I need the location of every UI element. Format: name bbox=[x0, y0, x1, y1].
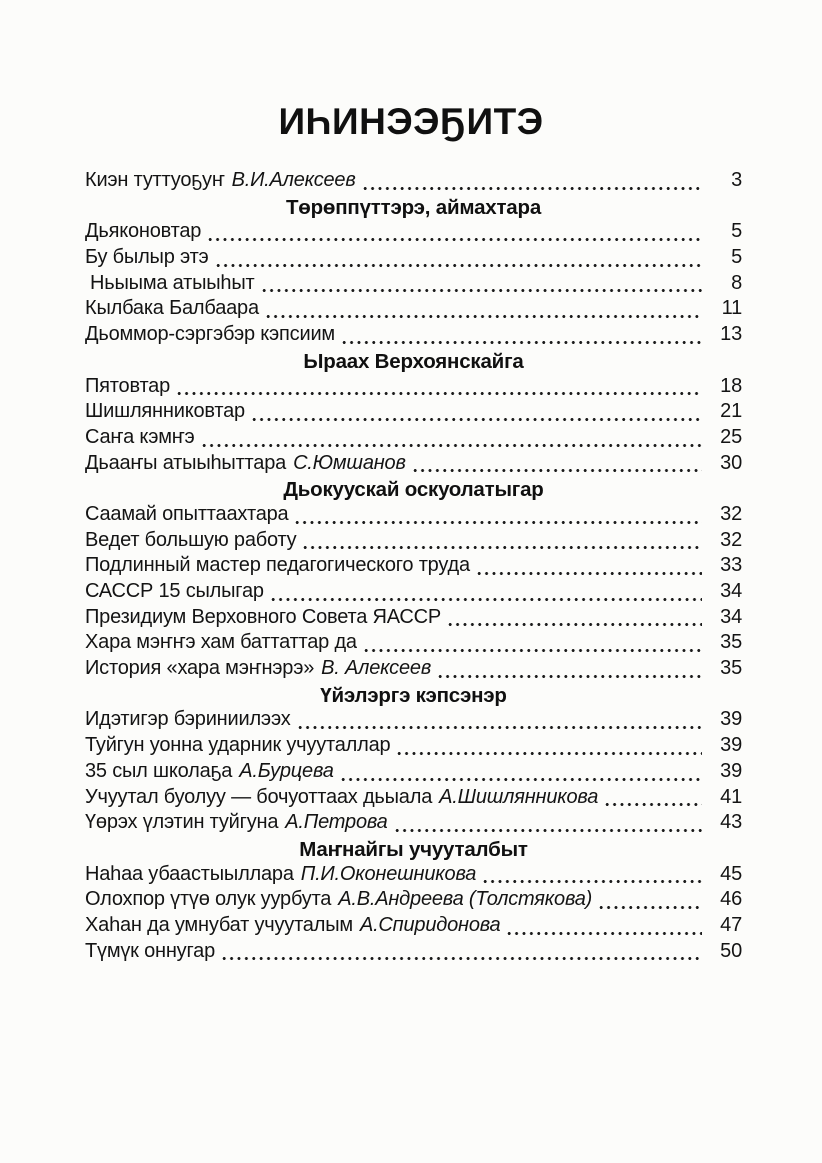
toc-entry-author: А.Петрова bbox=[285, 811, 388, 834]
toc-entry bbox=[85, 297, 742, 323]
toc-entry-page-number: 13 bbox=[720, 323, 742, 346]
toc-entry-title: Киэн туттуоҕуҥ bbox=[85, 169, 225, 191]
toc-entry bbox=[85, 631, 742, 657]
toc-section-heading: Маҥнайгы учууталбыт bbox=[299, 837, 528, 861]
toc-entry bbox=[85, 272, 742, 298]
toc-entry-page-number: 46 bbox=[720, 888, 742, 911]
dot-leader bbox=[202, 442, 702, 449]
dot-leader bbox=[448, 621, 702, 628]
toc-entry bbox=[85, 554, 742, 580]
toc-entry-author: А.Шишлянникова bbox=[439, 785, 599, 808]
toc-entry-page-number: 45 bbox=[720, 862, 742, 885]
toc-entry-page-number: 3 bbox=[731, 169, 742, 191]
toc-entry bbox=[85, 400, 742, 426]
toc-section-heading: Ыраах Верхоянскайга bbox=[303, 349, 524, 373]
toc-entry-title: Дьяконовтар bbox=[85, 220, 202, 243]
toc-entry-author: А.Бурцева bbox=[239, 759, 334, 782]
toc-entry-title: Шишлянниковтар bbox=[85, 400, 245, 423]
toc-section-heading: Үйэлэргэ кэпсэнэр bbox=[320, 683, 507, 707]
toc-entry-author: С.Юмшанов bbox=[293, 451, 406, 474]
dot-leader bbox=[477, 570, 702, 577]
dot-leader bbox=[177, 390, 702, 397]
dot-leader bbox=[507, 930, 702, 937]
dot-leader bbox=[605, 801, 702, 808]
dot-leader bbox=[271, 596, 702, 603]
toc-entry bbox=[85, 863, 742, 889]
dot-leader bbox=[208, 236, 702, 243]
toc-entry-page-number: 39 bbox=[720, 708, 742, 731]
dot-leader bbox=[262, 287, 703, 294]
dot-leader bbox=[216, 262, 702, 269]
table-of-contents bbox=[85, 169, 742, 965]
dot-leader bbox=[397, 750, 702, 757]
toc-entry-title: 35 сыл школаҕа bbox=[85, 759, 233, 782]
dot-leader bbox=[295, 519, 702, 526]
toc-entry-page-number: 30 bbox=[720, 451, 742, 474]
dot-leader bbox=[252, 416, 702, 423]
dot-leader bbox=[298, 724, 702, 731]
toc-entry-page-number: 47 bbox=[720, 913, 742, 936]
toc-entry bbox=[85, 940, 742, 966]
toc-entry bbox=[85, 220, 742, 246]
toc-entry bbox=[85, 760, 742, 786]
toc-entry-page-number: 8 bbox=[731, 271, 742, 294]
toc-entry bbox=[85, 657, 742, 683]
toc-entry-page-number: 50 bbox=[720, 939, 742, 962]
toc-entry bbox=[85, 580, 742, 606]
toc-entry-title: Бу былыр этэ bbox=[85, 246, 209, 269]
toc-entry-page-number: 5 bbox=[731, 220, 742, 243]
toc-entry bbox=[85, 375, 742, 401]
toc-entry-page-number: 41 bbox=[720, 785, 742, 808]
toc-section-heading: Төрөппүттэрэ, аймахтара bbox=[285, 195, 542, 219]
toc-entry-page-number: 39 bbox=[720, 734, 742, 757]
toc-entry-title: Учуутал буолуу — бочуоттаах дьыала bbox=[85, 785, 433, 808]
toc-entry bbox=[85, 734, 742, 760]
toc-entry-page-number: 32 bbox=[720, 502, 742, 525]
toc-entry-title: Хаһан да умнубат учууталым bbox=[85, 913, 353, 936]
dot-leader bbox=[599, 904, 702, 911]
toc-entry-title: Пятовтар bbox=[85, 374, 171, 397]
toc-entry bbox=[85, 786, 742, 812]
toc-entry bbox=[85, 811, 742, 837]
toc-entry bbox=[85, 169, 742, 195]
toc-entry-page-number: 39 bbox=[720, 759, 742, 782]
toc-entry bbox=[85, 503, 742, 529]
toc-entry bbox=[85, 708, 742, 734]
toc-entry bbox=[85, 323, 742, 349]
toc-entry bbox=[85, 914, 742, 940]
toc-entry-title: Подлинный мастер педагогического труда bbox=[85, 554, 470, 577]
toc-entry-page-number: 21 bbox=[720, 400, 742, 423]
toc-entry-title: Президиум Верховного Совета ЯАССР bbox=[85, 605, 442, 628]
toc-entry-author: В.И.Алексеев bbox=[231, 169, 356, 191]
toc-entry-page-number: 43 bbox=[720, 811, 742, 834]
toc-entry bbox=[85, 888, 742, 914]
toc-entry-title: Наһаа убаастыыллара bbox=[85, 862, 294, 885]
toc-entry-page-number: 11 bbox=[721, 297, 742, 320]
toc-entry-title: Туйгун уонна ударник учууталлар bbox=[85, 734, 391, 757]
dot-leader bbox=[303, 544, 702, 551]
dot-leader bbox=[438, 673, 702, 680]
toc-entry-page-number: 34 bbox=[720, 605, 742, 628]
dot-leader bbox=[266, 313, 702, 320]
toc-entry-title: Идэтигэр бэриниилээх bbox=[85, 708, 291, 731]
dot-leader bbox=[222, 955, 702, 962]
dot-leader bbox=[341, 776, 702, 783]
toc-entry-author: А.Спиридонова bbox=[359, 913, 501, 936]
toc-entry-page-number: 25 bbox=[720, 425, 742, 448]
toc-entry-page-number: 18 bbox=[720, 374, 742, 397]
dot-leader bbox=[364, 647, 702, 654]
page-title: ИҺИНЭЭҔИТЭ bbox=[278, 101, 544, 142]
dot-leader bbox=[413, 467, 702, 474]
toc-entry-title: Ведет большую работу bbox=[85, 528, 297, 551]
dot-leader bbox=[395, 827, 702, 834]
toc-entry bbox=[85, 529, 742, 555]
toc-entry-title: Ньыыма атыыһыт bbox=[90, 271, 255, 294]
dot-leader bbox=[342, 339, 702, 346]
dot-leader bbox=[483, 878, 702, 885]
dot-leader bbox=[363, 185, 702, 192]
toc-entry-title: Саҥа кэмҥэ bbox=[85, 425, 195, 448]
toc-entry-author: В. Алексеев bbox=[321, 657, 432, 680]
toc-entry-author: А.В.Андреева (Толстякова) bbox=[338, 888, 593, 911]
toc-entry-title: САССР 15 сылыгар bbox=[85, 580, 264, 602]
toc-entry bbox=[85, 426, 742, 452]
toc-entry-author: П.И.Оконешникова bbox=[300, 862, 477, 885]
toc-section-heading: Дьокуускай оскуолатыгар bbox=[283, 478, 544, 502]
toc-entry-title: Хара мэҥҥэ хам баттаттар да bbox=[85, 631, 357, 654]
toc-entry-title: Дьоммор-сэргэбэр кэпсиим bbox=[85, 323, 335, 346]
toc-entry-page-number: 35 bbox=[720, 631, 742, 654]
toc-entry-title: Түмүк оннугар bbox=[85, 939, 215, 962]
toc-entry-page-number: 5 bbox=[731, 246, 742, 269]
toc-entry bbox=[85, 452, 742, 478]
toc-entry-title: История «хара мэҥнэрэ» bbox=[85, 657, 315, 680]
toc-entry-title: Олохпор үтүө олук уурбута bbox=[85, 888, 332, 911]
toc-entry bbox=[85, 606, 742, 632]
toc-entry-title: Кылбака Балбаара bbox=[85, 297, 259, 320]
toc-entry-page-number: 33 bbox=[720, 554, 742, 577]
toc-entry-page-number: 32 bbox=[720, 528, 742, 551]
toc-entry bbox=[85, 246, 742, 272]
toc-entry-title: Үөрэх үлэтин туйгуна bbox=[85, 811, 279, 834]
toc-entry-title: Саамай опыттаахтара bbox=[85, 502, 289, 525]
toc-entry-title: Дьааҥы атыыһыттара bbox=[85, 451, 287, 474]
toc-entry-page-number: 34 bbox=[720, 580, 742, 602]
toc-entry-page-number: 35 bbox=[720, 657, 742, 680]
